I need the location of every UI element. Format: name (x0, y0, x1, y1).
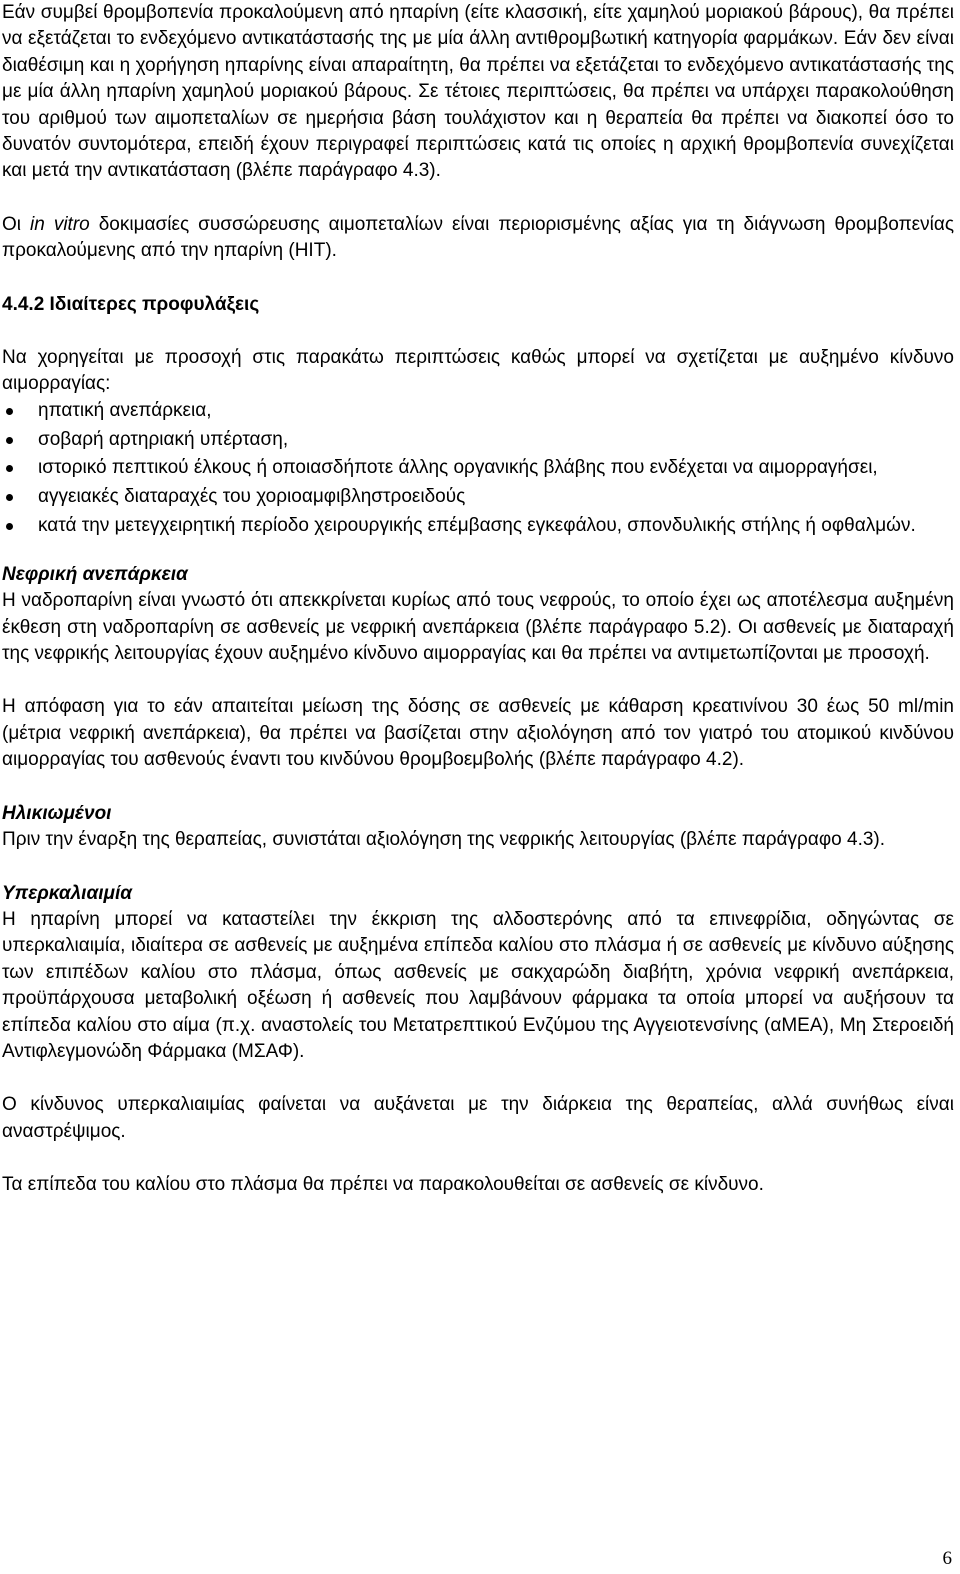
paragraph-hyperkalemia-3: Τα επίπεδα του καλίου στο πλάσμα θα πρέπει να παρακολουθείται σε ασθενείς σε κίνδυνο. (2, 1174, 764, 1196)
italic-vitro: vitro (53, 213, 90, 235)
bullet-icon (6, 494, 13, 501)
text-span (45, 214, 54, 235)
heading-elderly: Ηλικιωμένοι (2, 802, 112, 824)
list-item (2, 513, 954, 539)
paragraph-hyperkalemia-2: Ο κίνδυνος υπερκαλιαιμίας φαίνεται να αυξάνεται με την διάρκεια της θεραπείας, αλλά συνήθως είναι αναστρέψιμος. (2, 1094, 954, 1142)
list-item-text: σοβαρή αρτηριακή υπέρταση, (38, 428, 289, 450)
paragraph-renal-1: Η ναδροπαρίνη είναι γνωστό ότι απεκκρίνεται κυρίως από τους νεφρούς, το οποίο έχει ως αποτέλεσμα αυξημένη έκθεση στη ναδροπαρίνη σε ασθενείς με νεφρική ανεπάρκεια (βλέπε παράγραφο 5.2). Οι ασθενείς με διαταραχή της νεφρικής λειτουργίας έχουν αυξημένο κίνδυνο αιμορραγίας και θα πρέπει να αντιμετωπίζονται με προσοχή. (2, 590, 954, 665)
paragraph-renal-2: Η απόφαση για το εάν απαιτείται μείωση της δόσης σε ασθενείς με κάθαρση κρεατινίνου 30 έως 50 ml/min (μέτρια νεφρική ανεπάρκεια), θα πρέπει να βασίζεται στην αξιολόγηση από τον γιατρό του ατομικού κινδύνου αιμορραγίας του ασθενούς έναντι του κινδύνου θρομβοεμβολής (βλέπε παράγραφο 4.2). (2, 696, 954, 771)
text-span: Οι (2, 213, 31, 235)
list-item-text: αγγειακές διαταραχές του χοριοαμφιβληστροειδούς (38, 486, 466, 508)
heading-renal-impairment: Νεφρική ανεπάρκεια (2, 563, 188, 585)
paragraph-hit-replacement: Εάν συμβεί θρομβοπενία προκαλούμενη από ηπαρίνη (είτε κλασσική, είτε χαμηλού μοριακού βάρους), θα πρέπει να εξετάζεται το ενδεχόμενο αντικατάστασής της με μία άλλη αντιθρομβωτική κατηγορία φαρμάκων. Εάν δεν είναι διαθέσιμη και η χορήγηση ηπαρίνης είναι απαραίτητη, θα πρέπει να εξετάζεται το ενδεχόμενο αντικατάστασής της με μία άλλη ηπαρίνη χαμηλού μοριακού βάρους. Σε τέτοιες περιπτώσεις, θα πρέπει να υπάρχει παρακολούθηση του αριθμού των αιμοπεταλίων σε ημερήσια βάση τουλάχιστον και η θεραπεία θα πρέπει να διακοπεί όσο το δυνατόν συντομότερα, επειδή έχουν περιγραφεί περιπτώσεις κατά τις οποίες η αρχική θρομβοπενία συνεχίζεται και μετά την αντικατάσταση (βλέπε παράγραφο 4.3). (2, 2, 954, 182)
list-item-text: ιστορικό πεπτικού έλκους ή οποιασδήποτε άλλης οργανικής βλάβης που ενδέχεται να αιμορραγήσει, (38, 457, 878, 479)
paragraph-precautions-intro: Να χορηγείται με προσοχή στις παρακάτω περιπτώσεις καθώς μπορεί να σχετίζεται με αυξημένο κίνδυνο αιμορραγίας: (2, 347, 954, 395)
paragraph-hyperkalemia-1: Η ηπαρίνη μπορεί να καταστείλει την έκκριση της αλδοστερόνης από τα επινεφρίδια, οδηγώντας σε υπερκαλιαιμία, ιδιαίτερα σε ασθενείς με αυξημένα επίπεδα καλίου στο πλάσμα ή σε ασθενείς με κίνδυνο αύξησης των επιπέδων καλίου στο πλάσμα, όπως ασθενείς με σακχαρώδη διαβήτη, χρόνια νεφρική ανεπάρκεια, προϋπάρχουσα μεταβολική οξέωση ή ασθενείς που λαμβάνουν φάρμακα τα οποία μπορεί να αυξήσουν τα επίπεδα καλίου στο αίμα (π.χ. αναστολείς του Μετατρεπτικού Ενζύμου της Αγγειοτενσίνης (αΜΕΑ), Μη Στεροειδή Αντιφλεγμονώδη Φάρμακα (ΜΣΑΦ). (2, 908, 954, 1062)
bullet-icon (6, 437, 13, 444)
list-item (2, 427, 954, 453)
page-number: 6 (942, 1548, 952, 1569)
bullet-icon (6, 408, 13, 415)
section-heading-precautions: 4.4.2 Ιδιαίτερες προφυλάξεις (2, 293, 260, 315)
list-item-text: κατά την μετεγχειρητική περίοδο χειρουργικής επέμβασης εγκεφάλου, σπονδυλικής στήλης ή οφθαλμών. (38, 515, 916, 537)
bullet-icon (6, 465, 13, 472)
list-item (2, 455, 954, 481)
italic-in: in (30, 213, 45, 235)
list-item (2, 484, 954, 510)
heading-hyperkalemia: Υπερκαλιαιμία (2, 882, 133, 904)
paragraph-in-vitro (2, 212, 954, 265)
bullet-icon (6, 523, 13, 530)
text-span: δοκιμασίες συσσώρευσης αιμοπεταλίων είναι περιορισμένης αξίας για τη διάγνωση θρομβοπενίας προκαλούμενης από την ηπαρίνη (HIT). (2, 213, 955, 262)
precautions-list (2, 398, 954, 540)
list-item-text: ηπατική ανεπάρκεια, (38, 399, 212, 421)
list-item (2, 398, 954, 424)
paragraph-elderly: Πριν την έναρξη της θεραπείας, συνιστάται αξιολόγηση της νεφρικής λειτουργίας (βλέπε παράγραφο 4.3). (2, 829, 886, 851)
